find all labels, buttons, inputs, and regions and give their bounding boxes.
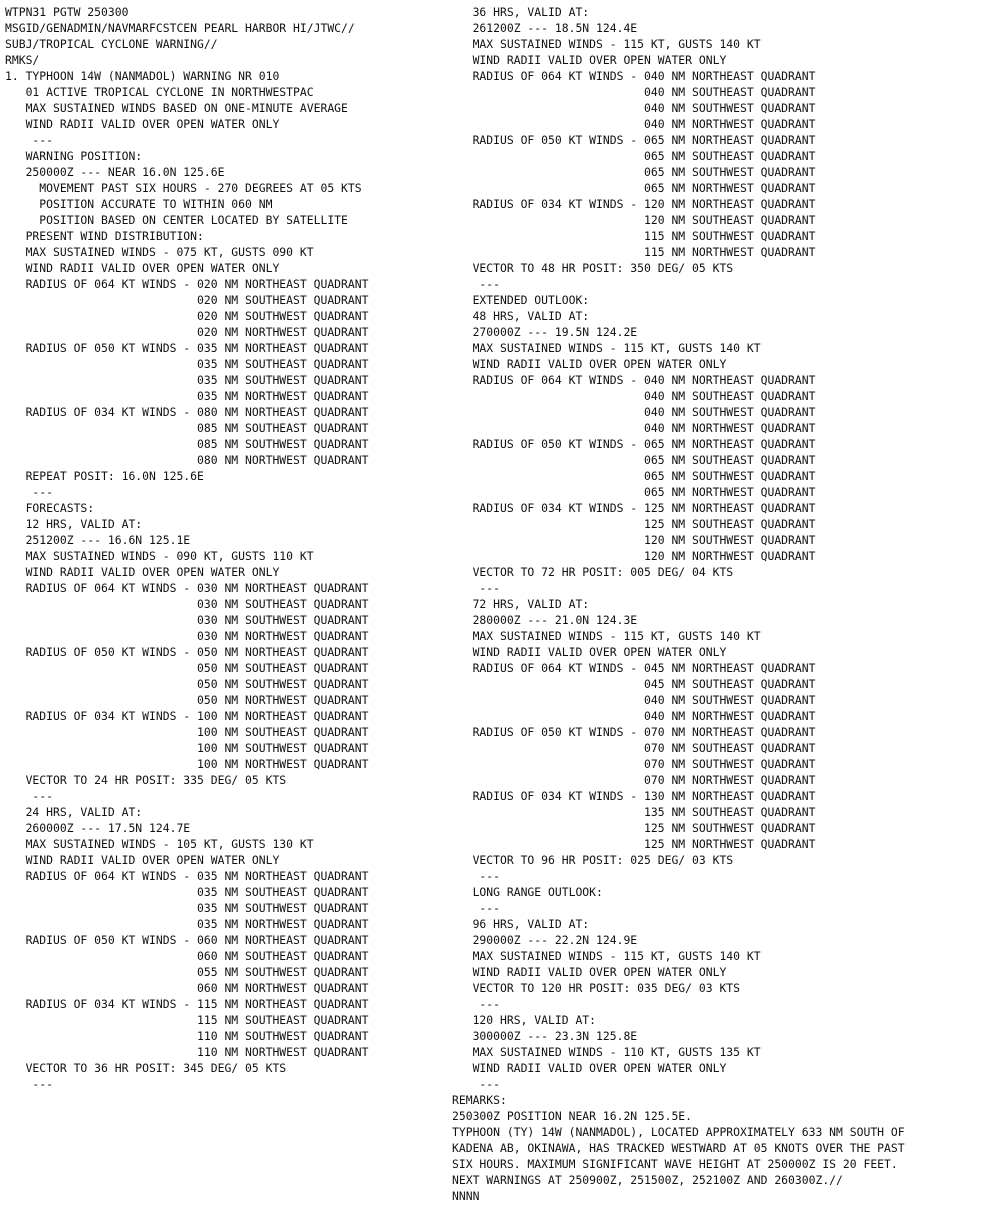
text-line: RMKS/ (5, 53, 40, 67)
text-line: 290000Z --- 22.2N 124.9E (452, 933, 638, 947)
text-line: 065 NM SOUTHWEST QUADRANT (452, 165, 816, 179)
text-line: --- (452, 901, 501, 915)
text-line: WARNING POSITION: (5, 149, 143, 163)
text-line: 120 NM NORTHWEST QUADRANT (452, 549, 816, 563)
text-line: 085 NM SOUTHWEST QUADRANT (5, 437, 369, 451)
text-line: RADIUS OF 064 KT WINDS - 030 NM NORTHEAST QUADRANT (5, 581, 369, 595)
text-line: 12 HRS, VALID AT: (5, 517, 143, 531)
text-line: 135 NM SOUTHEAST QUADRANT (452, 805, 816, 819)
text-line: 115 NM NORTHWEST QUADRANT (452, 245, 816, 259)
text-line: EXTENDED OUTLOOK: (452, 293, 590, 307)
text-line: VECTOR TO 120 HR POSIT: 035 DEG/ 03 KTS (452, 981, 741, 995)
text-line: WIND RADII VALID OVER OPEN WATER ONLY (5, 565, 280, 579)
text-line: 070 NM SOUTHWEST QUADRANT (452, 757, 816, 771)
text-line: 050 NM NORTHWEST QUADRANT (5, 693, 369, 707)
text-line: 270000Z --- 19.5N 124.2E (452, 325, 638, 339)
text-line: 020 NM SOUTHEAST QUADRANT (5, 293, 369, 307)
text-line: 115 NM SOUTHEAST QUADRANT (5, 1013, 369, 1027)
text-line: 300000Z --- 23.3N 125.8E (452, 1029, 638, 1043)
text-line: 250300Z POSITION NEAR 16.2N 125.5E. (452, 1109, 693, 1123)
text-line: 035 NM SOUTHWEST QUADRANT (5, 373, 369, 387)
text-line: 065 NM SOUTHEAST QUADRANT (452, 453, 816, 467)
text-line: MAX SUSTAINED WINDS - 105 KT, GUSTS 130 KT (5, 837, 314, 851)
text-line: RADIUS OF 064 KT WINDS - 040 NM NORTHEAST QUADRANT (452, 69, 816, 83)
text-line: 040 NM SOUTHEAST QUADRANT (452, 389, 816, 403)
text-line: 01 ACTIVE TROPICAL CYCLONE IN NORTHWESTPAC (5, 85, 314, 99)
text-line: 020 NM SOUTHWEST QUADRANT (5, 309, 369, 323)
text-line: 060 NM NORTHWEST QUADRANT (5, 981, 369, 995)
text-line: TYPHOON (TY) 14W (NANMADOL), LOCATED APPROXIMATELY 633 NM SOUTH OF (452, 1125, 905, 1139)
text-line: SUBJ/TROPICAL CYCLONE WARNING// (5, 37, 218, 51)
text-line: KADENA AB, OKINAWA, HAS TRACKED WESTWARD AT 05 KNOTS OVER THE PAST (452, 1141, 905, 1155)
text-line: RADIUS OF 034 KT WINDS - 125 NM NORTHEAST QUADRANT (452, 501, 816, 515)
text-line: VECTOR TO 48 HR POSIT: 350 DEG/ 05 KTS (452, 261, 734, 275)
text-line: 48 HRS, VALID AT: (452, 309, 590, 323)
text-line: RADIUS OF 034 KT WINDS - 080 NM NORTHEAST QUADRANT (5, 405, 369, 419)
text-line: RADIUS OF 050 KT WINDS - 050 NM NORTHEAST QUADRANT (5, 645, 369, 659)
text-line: 040 NM SOUTHWEST QUADRANT (452, 693, 816, 707)
warning-text-right-column (452, 4, 982, 1204)
text-line: 125 NM SOUTHEAST QUADRANT (452, 517, 816, 531)
text-line: WIND RADII VALID OVER OPEN WATER ONLY (452, 53, 727, 67)
text-line: 36 HRS, VALID AT: (452, 5, 590, 19)
text-line: REMARKS: (452, 1093, 507, 1107)
text-line: 120 HRS, VALID AT: (452, 1013, 597, 1027)
text-line: RADIUS OF 050 KT WINDS - 035 NM NORTHEAST QUADRANT (5, 341, 369, 355)
text-line: --- (452, 581, 501, 595)
text-line: 065 NM NORTHWEST QUADRANT (452, 181, 816, 195)
text-line: NNNN (452, 1189, 480, 1203)
text-line: 125 NM NORTHWEST QUADRANT (452, 837, 816, 851)
text-line: 24 HRS, VALID AT: (5, 805, 143, 819)
text-line: RADIUS OF 050 KT WINDS - 065 NM NORTHEAST QUADRANT (452, 437, 816, 451)
text-line: WIND RADII VALID OVER OPEN WATER ONLY (452, 645, 727, 659)
text-line: VECTOR TO 96 HR POSIT: 025 DEG/ 03 KTS (452, 853, 734, 867)
text-line: 115 NM SOUTHWEST QUADRANT (452, 229, 816, 243)
text-line: SIX HOURS. MAXIMUM SIGNIFICANT WAVE HEIGHT AT 250000Z IS 20 FEET. (452, 1157, 898, 1171)
text-line: WIND RADII VALID OVER OPEN WATER ONLY (452, 357, 727, 371)
text-line: MSGID/GENADMIN/NAVMARFCSTCEN PEARL HARBOR HI/JTWC// (5, 21, 355, 35)
text-line: 065 NM SOUTHEAST QUADRANT (452, 149, 816, 163)
text-line: 035 NM SOUTHEAST QUADRANT (5, 357, 369, 371)
text-line: 260000Z --- 17.5N 124.7E (5, 821, 191, 835)
text-line: 030 NM SOUTHWEST QUADRANT (5, 613, 369, 627)
text-line: --- (452, 997, 501, 1011)
text-line: 045 NM SOUTHEAST QUADRANT (452, 677, 816, 691)
text-line: 110 NM NORTHWEST QUADRANT (5, 1045, 369, 1059)
text-line: MAX SUSTAINED WINDS BASED ON ONE-MINUTE AVERAGE (5, 101, 348, 115)
text-line: RADIUS OF 034 KT WINDS - 120 NM NORTHEAST QUADRANT (452, 197, 816, 211)
text-line: 060 NM SOUTHEAST QUADRANT (5, 949, 369, 963)
text-line: MAX SUSTAINED WINDS - 115 KT, GUSTS 140 KT (452, 949, 761, 963)
text-line: PRESENT WIND DISTRIBUTION: (5, 229, 204, 243)
text-line: 050 NM SOUTHWEST QUADRANT (5, 677, 369, 691)
text-line: 040 NM NORTHWEST QUADRANT (452, 709, 816, 723)
text-line: 050 NM SOUTHEAST QUADRANT (5, 661, 369, 675)
text-line: RADIUS OF 064 KT WINDS - 040 NM NORTHEAST QUADRANT (452, 373, 816, 387)
text-line: RADIUS OF 050 KT WINDS - 070 NM NORTHEAST QUADRANT (452, 725, 816, 739)
text-line: 72 HRS, VALID AT: (452, 597, 590, 611)
text-line: MAX SUSTAINED WINDS - 115 KT, GUSTS 140 KT (452, 37, 761, 51)
text-line: RADIUS OF 064 KT WINDS - 045 NM NORTHEAST QUADRANT (452, 661, 816, 675)
text-line: MAX SUSTAINED WINDS - 090 KT, GUSTS 110 KT (5, 549, 314, 563)
text-line: MOVEMENT PAST SIX HOURS - 270 DEGREES AT 05 KTS (5, 181, 362, 195)
text-line: 251200Z --- 16.6N 125.1E (5, 533, 191, 547)
text-line: RADIUS OF 050 KT WINDS - 065 NM NORTHEAST QUADRANT (452, 133, 816, 147)
text-line: 040 NM NORTHWEST QUADRANT (452, 117, 816, 131)
text-line: WIND RADII VALID OVER OPEN WATER ONLY (452, 965, 727, 979)
text-line: 040 NM NORTHWEST QUADRANT (452, 421, 816, 435)
text-line: LONG RANGE OUTLOOK: (452, 885, 603, 899)
text-line: 125 NM SOUTHWEST QUADRANT (452, 821, 816, 835)
text-line: 110 NM SOUTHWEST QUADRANT (5, 1029, 369, 1043)
text-line: 035 NM SOUTHWEST QUADRANT (5, 901, 369, 915)
text-line: 020 NM NORTHWEST QUADRANT (5, 325, 369, 339)
text-line: POSITION BASED ON CENTER LOCATED BY SATELLITE (5, 213, 348, 227)
text-line: 035 NM SOUTHEAST QUADRANT (5, 885, 369, 899)
text-line: --- (5, 133, 54, 147)
text-line: 030 NM SOUTHEAST QUADRANT (5, 597, 369, 611)
text-line: RADIUS OF 064 KT WINDS - 035 NM NORTHEAST QUADRANT (5, 869, 369, 883)
warning-text-left-column (5, 4, 445, 1092)
text-line: WIND RADII VALID OVER OPEN WATER ONLY (5, 853, 280, 867)
text-line: --- (5, 1077, 54, 1091)
text-line: 080 NM NORTHWEST QUADRANT (5, 453, 369, 467)
text-line: WIND RADII VALID OVER OPEN WATER ONLY (5, 117, 280, 131)
text-line: MAX SUSTAINED WINDS - 115 KT, GUSTS 140 KT (452, 629, 761, 643)
text-line: MAX SUSTAINED WINDS - 110 KT, GUSTS 135 KT (452, 1045, 761, 1059)
text-line: RADIUS OF 064 KT WINDS - 020 NM NORTHEAST QUADRANT (5, 277, 369, 291)
text-line: 035 NM NORTHWEST QUADRANT (5, 389, 369, 403)
text-line: --- (452, 277, 501, 291)
text-line: REPEAT POSIT: 16.0N 125.6E (5, 469, 204, 483)
text-line: 120 NM SOUTHWEST QUADRANT (452, 533, 816, 547)
text-line: 040 NM SOUTHWEST QUADRANT (452, 405, 816, 419)
text-line: MAX SUSTAINED WINDS - 115 KT, GUSTS 140 KT (452, 341, 761, 355)
text-line: WIND RADII VALID OVER OPEN WATER ONLY (5, 261, 280, 275)
text-line: FORECASTS: (5, 501, 95, 515)
text-line: VECTOR TO 24 HR POSIT: 335 DEG/ 05 KTS (5, 773, 287, 787)
text-line: 96 HRS, VALID AT: (452, 917, 590, 931)
text-line: 100 NM NORTHWEST QUADRANT (5, 757, 369, 771)
text-line: 280000Z --- 21.0N 124.3E (452, 613, 638, 627)
text-line: RADIUS OF 050 KT WINDS - 060 NM NORTHEAST QUADRANT (5, 933, 369, 947)
text-line: 035 NM NORTHWEST QUADRANT (5, 917, 369, 931)
text-line: --- (452, 869, 501, 883)
text-line: NEXT WARNINGS AT 250900Z, 251500Z, 252100Z AND 260300Z.// (452, 1173, 843, 1187)
text-line: 1. TYPHOON 14W (NANMADOL) WARNING NR 010 (5, 69, 280, 83)
text-line: --- (5, 485, 54, 499)
text-line: 070 NM SOUTHEAST QUADRANT (452, 741, 816, 755)
text-line: 030 NM NORTHWEST QUADRANT (5, 629, 369, 643)
text-line: RADIUS OF 034 KT WINDS - 115 NM NORTHEAST QUADRANT (5, 997, 369, 1011)
text-line: 040 NM SOUTHEAST QUADRANT (452, 85, 816, 99)
text-line: --- (452, 1077, 501, 1091)
text-line: 040 NM SOUTHWEST QUADRANT (452, 101, 816, 115)
text-line: 085 NM SOUTHEAST QUADRANT (5, 421, 369, 435)
text-line: 100 NM SOUTHWEST QUADRANT (5, 741, 369, 755)
text-line: POSITION ACCURATE TO WITHIN 060 NM (5, 197, 273, 211)
text-line: MAX SUSTAINED WINDS - 075 KT, GUSTS 090 KT (5, 245, 314, 259)
text-line: VECTOR TO 72 HR POSIT: 005 DEG/ 04 KTS (452, 565, 734, 579)
text-line: 250000Z --- NEAR 16.0N 125.6E (5, 165, 225, 179)
text-line: 065 NM SOUTHWEST QUADRANT (452, 469, 816, 483)
text-line: 100 NM SOUTHEAST QUADRANT (5, 725, 369, 739)
text-line: 120 NM SOUTHEAST QUADRANT (452, 213, 816, 227)
text-line: WTPN31 PGTW 250300 (5, 5, 129, 19)
text-line: VECTOR TO 36 HR POSIT: 345 DEG/ 05 KTS (5, 1061, 287, 1075)
text-line: 261200Z --- 18.5N 124.4E (452, 21, 638, 35)
text-line: 065 NM NORTHWEST QUADRANT (452, 485, 816, 499)
text-line: 070 NM NORTHWEST QUADRANT (452, 773, 816, 787)
text-line: WIND RADII VALID OVER OPEN WATER ONLY (452, 1061, 727, 1075)
text-line: RADIUS OF 034 KT WINDS - 100 NM NORTHEAST QUADRANT (5, 709, 369, 723)
text-line: 055 NM SOUTHWEST QUADRANT (5, 965, 369, 979)
text-line: RADIUS OF 034 KT WINDS - 130 NM NORTHEAST QUADRANT (452, 789, 816, 803)
text-line: --- (5, 789, 54, 803)
